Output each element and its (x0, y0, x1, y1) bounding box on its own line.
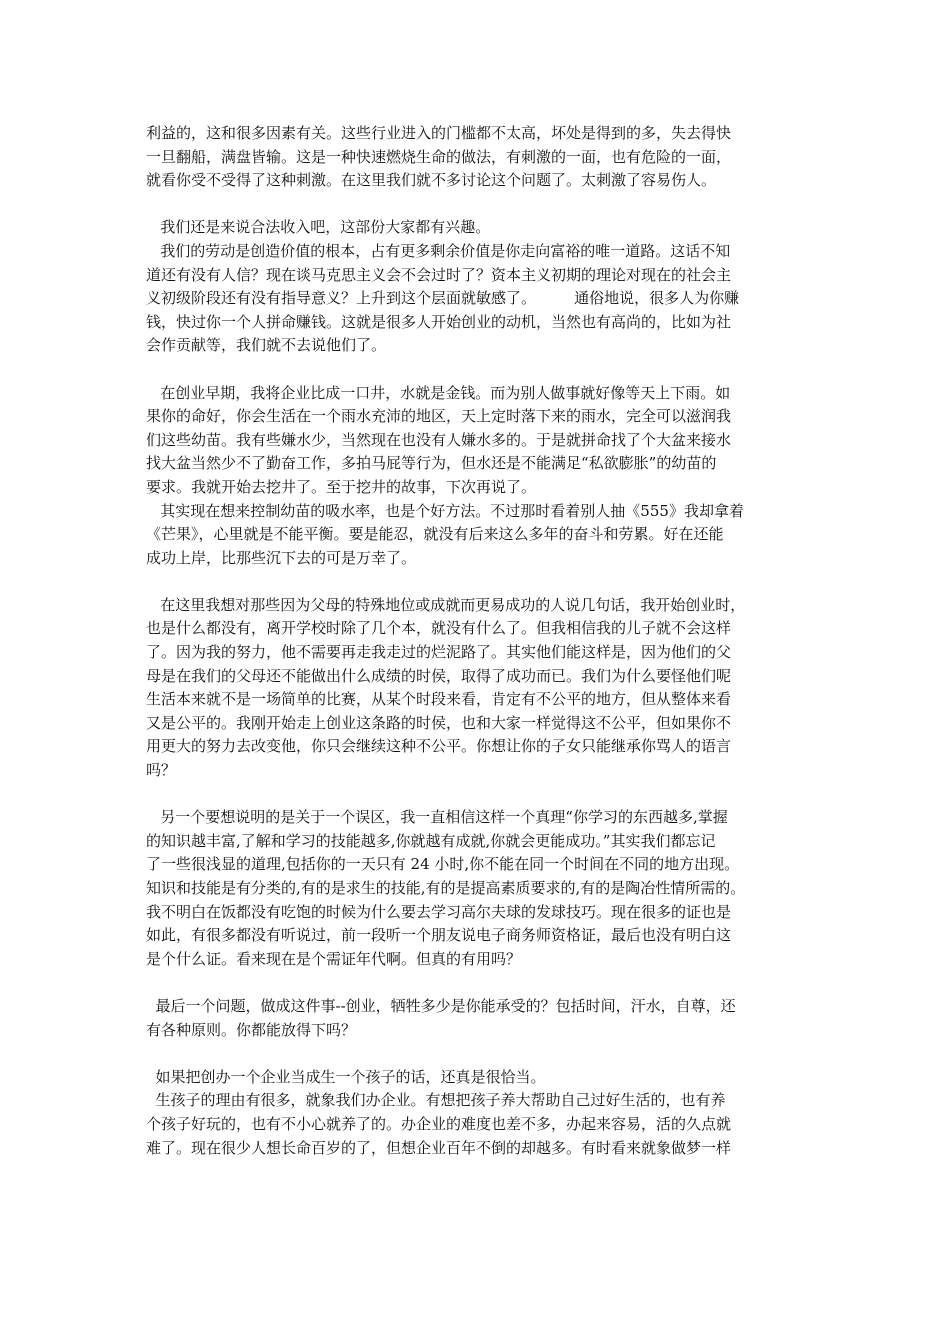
text-line: 母是在我们的父母还不能做出什么成绩的时侯，取得了成功而已。我们为什么要怪他们呢 (146, 666, 732, 685)
paragraph-1 (146, 122, 826, 193)
paragraph-5 (146, 806, 826, 971)
text-line: 另一个要想说明的是关于一个误区，我一直相信这样一个真理“你学习的东西越多,掌握 (146, 808, 728, 827)
text-line: 就看你受不受得了这种刺激。在这里我们就不多讨论这个问题了。太刺激了容易伤人。 (146, 171, 717, 190)
text-line: 成功上岸，比那些沉下去的可是万幸了。 (146, 548, 417, 567)
text-line: 了一些很浅显的道理,包括你的一天只有 24 小时,你不能在同一个时间在不同的地方出现。 (146, 855, 740, 874)
text-line: 要求。我就开始去挖井了。至于挖井的故事，下次再说了。 (146, 477, 537, 496)
text-line: 也是什么都没有，离开学校时除了几个本，就没有什么了。但我相信我的儿子就不会这样 (146, 619, 732, 638)
text-line: 果你的命好，你会生活在一个雨水充沛的地区，天上定时落下来的雨水，完全可以滋润我 (146, 407, 732, 426)
text-line: 义初级阶段还有没有指导意义？上升到这个层面就敏感了。 通俗地说，很多人为你赚 (146, 289, 740, 308)
text-line: 我们的劳动是创造价值的根本，占有更多剩余价值是你走向富裕的唯一道路。这话不知 (146, 241, 731, 260)
text-line: 了。因为我的努力，他不需要再走我走过的烂泥路了。其实他们能这样是，因为他们的父 (146, 643, 732, 662)
text-line: 难了。现在很少人想长命百岁的了，但想企业百年不倒的却越多。有时看来就象做梦一样 (146, 1138, 732, 1157)
text-line: 生孩子的理由有很多，就象我们办企业。有想把孩子养大帮助自己过好生活的，也有养 (146, 1091, 726, 1110)
text-line: 如此，有很多都没有听说过，前一段听一个朋友说电子商务师资格证，最后也没有明白这 (146, 926, 732, 945)
text-line: 有各种原则。你都能放得下吗？ (146, 1020, 357, 1039)
text-line: 我们还是来说合法收入吧，这部份大家都有兴趣。 (146, 218, 491, 237)
text-line: 们这些幼苗。我有些嫌水少，当然现在也没有人嫌水多的。于是就拼命找了个大盆来接水 (146, 430, 732, 449)
text-line: 道还有没有人信？现在谈马克思主义会不会过时了？资本主义初期的理论对现在的社会主 (146, 265, 732, 284)
text-line: 是个什么证。看来现在是个需证年代啊。但真的有用吗？ (146, 949, 522, 968)
text-line: 我不明白在饭都没有吃饱的时候为什么要去学习高尔夫球的发球技巧。现在很多的证也是 (146, 902, 732, 921)
paragraph-4 (146, 594, 826, 783)
paragraph-2 (146, 216, 826, 358)
text-line: 《芒果》，心里就是不能平衡。要是能忍，就没有后来这么多年的奋斗和劳累。好在还能 (146, 525, 724, 544)
text-line: 会作贡献等，我们就不去说他们了。 (146, 336, 387, 355)
text-line: 又是公平的。我刚开始走上创业这条路的时侯，也和大家一样觉得这不公平，但如果你不 (146, 713, 732, 732)
text-line: 生活本来就不是一场简单的比赛，从某个时段来看，肯定有不公平的地方，但从整体来看 (146, 690, 732, 709)
text-line: 知识和技能是有分类的,有的是求生的技能,有的是提高素质要求的,有的是陶冶性情所需的。 (146, 879, 746, 897)
text-line: 的知识越丰富,了解和学习的技能越多,你就越有成就,你就会更能成功。”其实我们都忘记 (146, 831, 716, 850)
text-line: 其实现在想来控制幼苗的吸水率，也是个好方法。不过那时看着别人抽《555》我却拿着 (146, 501, 744, 520)
text-line: 在这里我想对那些因为父母的特殊地位或成就而更易成功的人说几句话，我开始创业时， (146, 595, 746, 614)
text-line: 个孩子好玩的，也有不小心就养了的。办企业的难度也差不多，办起来容易，活的久点就 (146, 1114, 732, 1133)
text-line: 在创业早期，我将企业比成一口井，水就是金钱。而为别人做事就好像等天上下雨。如 (146, 383, 731, 402)
text-line: 如果把创办一个企业当成生一个孩子的话，还真是很恰当。 (146, 1067, 546, 1086)
text-line: 吗？ (146, 761, 177, 780)
paragraph-6 (146, 995, 826, 1042)
paragraph-3 (146, 382, 826, 571)
text-line: 找大盆当然少不了勤奋工作，多拍马屁等行为，但水还是不能满足“私欲膨胀”的幼苗的 (146, 454, 717, 473)
document-body (146, 122, 826, 1160)
text-line: 钱，快过你一个人拼命赚钱。这就是很多人开始创业的动机，当然也有高尚的，比如为社 (146, 312, 732, 331)
text-line: 用更大的努力去改变他，你只会继续这种不公平。你想让你的子女只能继承你骂人的语言 (146, 737, 732, 756)
text-line: 利益的，这和很多因素有关。这些行业进入的门槛都不太高，坏处是得到的多，失去得快 (146, 124, 732, 142)
text-line: 一旦翻船，满盘皆输。这是一种快速燃烧生命的做法，有刺激的一面，也有危险的一面， (146, 147, 732, 166)
paragraph-7 (146, 1066, 826, 1160)
text-line: 最后一个问题，做成这件事--创业，牺牲多少是你能承受的？包括时间，汗水，自尊，还 (146, 996, 736, 1015)
